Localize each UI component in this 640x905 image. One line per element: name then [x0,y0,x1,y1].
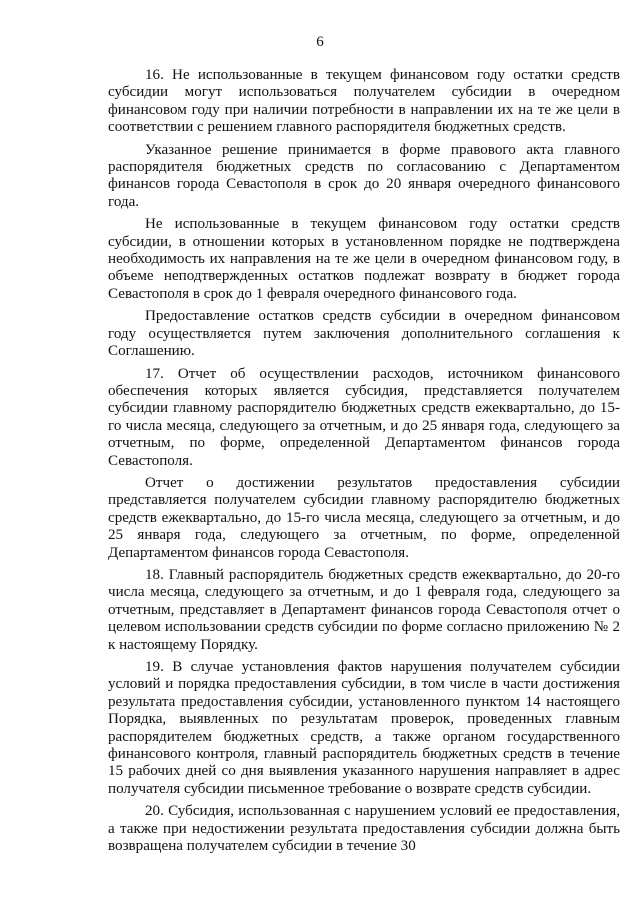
paragraph-additional-agreement: Предоставление остатков средств субсидии в очередном финансовом году осуществляется путем заключения дополнительного соглашения к Соглашению. [108,308,620,360]
paragraph-unused-balance-return: Не использованные в текущем финансовом году остатки средств субсидии, в отношении которых в установленном порядке не подтверждена необходимость их направления на те же цели в очередном финансовом году, в объеме неподтвержденных остатков подлежат возврату в бюджет города Севастополя в срок до 1 февраля очередного финансового года. [108,216,620,302]
paragraph-results-report: Отчет о достижении результатов предоставления субсидии представляется получателем субсидии главному распорядителю бюджетных средств ежеквартально, до 15-го числа месяца, следующего за отчетным, и до 25 января года, следующего за отчетным, по форме, определенной Департаментом финансов города Севастополя. [108,474,620,561]
page-number: 6 [316,34,324,50]
paragraph-19: 19. В случае установления фактов нарушения получателем субсидии условий и порядка предоставления субсидии, в том числе в части достижения результата предоставления субсидии, установленного пунктом 14 настоящего Порядка, выявленных по результатам проверок, проведенных главным распорядителем бюджетных средств, а также органом государственного финансового контроля, главный распорядитель бюджетных средств в течение 15 рабочих дней со дня выявления указанного нарушения направляет в адрес получателя субсидии письменное требование о возврате средств субсидии. [108,659,620,797]
paragraph-decision-form: Указанное решение принимается в форме правового акта главного распорядителя бюджетных средств по согласованию с Департаментом финансов города Севастополя в срок до 20 января очередного финансового года. [108,141,620,210]
paragraph-17: 17. Отчет об осуществлении расходов, источником финансового обеспечения которых является субсидия, представляется получателем субсидии главному распорядителю бюджетных средств ежеквартально, до 15-го числа месяца, следующего за отчетным, и до 25 января года, следующего за отчетным, по форме, определенной Департаментом финансов города Севастополя. [108,365,620,469]
paragraph-16: 16. Не использованные в текущем финансовом году остатки средств субсидии могут использоваться получателем субсидии в очередном финансовом году при наличии потребности в направлении их на те же цели в соответствии с решением главного распорядителя бюджетных средств. [108,67,620,136]
paragraph-20: 20. Субсидия, использованная с нарушением условий ее предоставления, а также при недостижении результата предоставления субсидии должна быть возвращена получателем субсидии в течение 30 [108,803,620,855]
document-body [108,67,620,860]
paragraph-18: 18. Главный распорядитель бюджетных средств ежеквартально, до 20-го числа месяца, следующего за отчетным, и до 1 февраля года, следующего за отчетным, представляет в Департамент финансов города Севастополя отчет о целевом использовании средств субсидии по форме согласно приложению № 2 к настоящему Порядку. [108,566,620,653]
